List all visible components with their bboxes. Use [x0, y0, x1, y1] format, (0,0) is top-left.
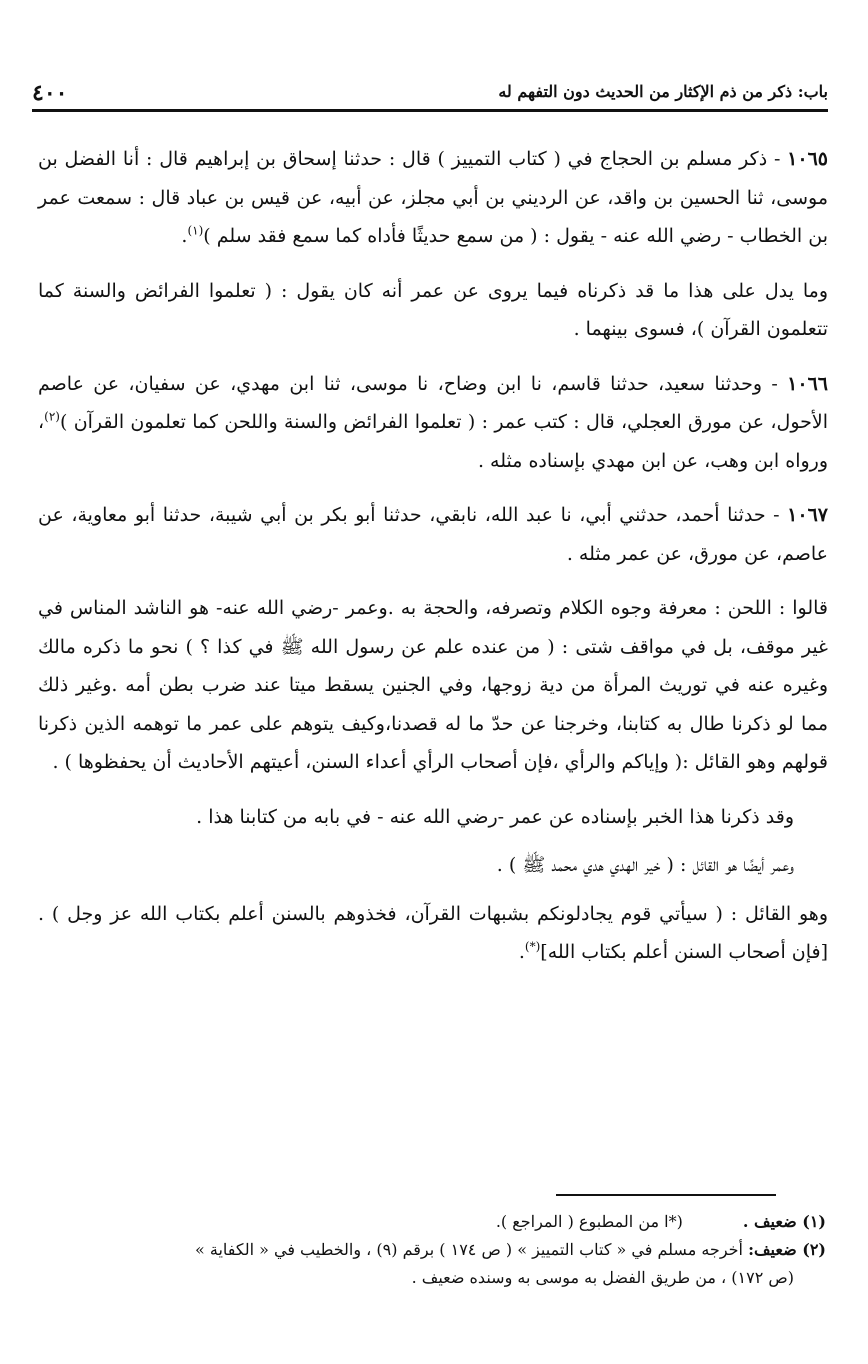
hadith-1067: [38, 496, 828, 573]
indented-line-1: وقد ذكرنا هذا الخبر بإسناده عن عمر -رضي الله عنه - في بابه من كتابنا هذا .: [196, 805, 794, 828]
footnote-2-label: (٢) ضعيف:: [748, 1240, 826, 1259]
hadith-number: ١٠٦٦: [787, 372, 828, 395]
header-divider: [32, 109, 828, 112]
footnote-marker: (٢): [44, 409, 60, 424]
final-paragraph: [38, 895, 828, 972]
paragraph-tail: .: [181, 225, 188, 247]
footnote-1-label: (١) ضعيف .: [742, 1212, 826, 1231]
paragraph-text: قالوا : اللحن : معرفة وجوه الكلام وتصرفه، والحجة به .وعمر -رضي الله عنه- هو الناشد المناس في غير موقف، بل في مواقف شتى : ( من عنده علم عن رسول الله ﷺ في كذا ؟ ) نحو ما ذكره مالك وغيره عنه في توريث المرأة من دية زوجها، وفي الجنين يسقط ميتا عند ضرب بطن أمه .وغير ذلك مما لو ذكرنا طال به كتابنا، وخرجنا عن حدّ ما له قصدنا،وكيف يتوهم على عمر ما توهمه الذين ذكرنا قولهم وهو القائل :( وإياكم والرأي ،فإن أصحاب الرأي أعداء السنن، أعيتهم الأحاديث أن يحفظوها ) .: [38, 597, 828, 773]
footnotes: [50, 1208, 826, 1292]
footnote-1-extra: (*ا من المطبوع ( المراجع ).: [495, 1212, 683, 1231]
footnote-2-text: أخرجه مسلم في « كتاب التمييز » ( ص ١٧٤ ) برقم (٩) ، والخطيب في « الكفاية »: [194, 1240, 743, 1259]
footnote-marker: (*): [524, 939, 541, 954]
hadith-number: ١٠٦٧: [787, 504, 828, 526]
footnote-divider: [556, 1194, 776, 1196]
discussion-paragraph: [38, 589, 828, 782]
hadith-number: ١٠٦٥: [787, 148, 828, 170]
hadith-1065: [38, 140, 828, 256]
paragraph-text: وهو القائل : ( سيأتي قوم يجادلونكم بشبهات القرآن، فخذوهم بالسنن أعلم بكتاب الله عز وجل ) .[فإن أصحاب السنن أعلم بكتاب الله]: [38, 902, 828, 963]
paragraph-text: - وحدثنا سعيد، حدثنا قاسم، نا ابن وضاح، نا موسى، ثنا ابن مهدي، عن سفيان، عن عاصم الأحول، عن مورق العجلي، قال : كتب عمر : ( تعلموا الفرائض والسنة واللحن كما تعلمون القرآن ): [38, 372, 828, 433]
paragraph-tail: ، ورواه ابن وهب، عن ابن مهدي بإسناده مثله .: [38, 411, 828, 472]
chapter-title: باب: ذكر من ذم الإكثار من الحديث دون التفهم له: [498, 82, 828, 101]
main-text: [38, 140, 828, 988]
commentary-paragraph: [38, 272, 828, 349]
page-number: ٤٠٠: [32, 80, 68, 106]
footnote-2-continuation: (ص ١٧٢) ، من طريق الفضل به موسى به وسنده ضعيف .: [411, 1268, 794, 1287]
page-header: [32, 80, 828, 110]
paragraph-tail: .: [518, 941, 525, 963]
indented-line-2: وعمر أيضًا هو القائل : ( خير الهدي هدي محمد ﷺ ) .: [496, 854, 794, 876]
paragraph-text: - ذكر مسلم بن الحجاج في ( كتاب التمييز ) قال : حدثنا إسحاق بن إبراهيم قال : أنا الفضل بن موسى، ثنا الحسين بن واقد، عن الرديني بن أبي مجلز، عن أبيه، عن قيس بن عباد قال : سمعت عمر بن الخطاب - رضي الله عنه - يقول : ( من سمع حديثًا فأداه كما سمع فقد سلم ): [38, 148, 828, 247]
paragraph-text: - حدثنا أحمد، حدثني أبي، نا عبد الله، نابقي، حدثنا أبو بكر بن أبي شيبة، حدثنا أبو معاوية، عن عاصم، عن مورق، عن عمر مثله .: [38, 504, 828, 565]
footnote-marker: (١): [187, 223, 204, 238]
paragraph-text: وما يدل على هذا ما قد ذكرناه فيما يروى عن عمر أنه كان يقول : ( تعلموا الفرائض والسنة كما تتعلمون القرآن )، فسوى بينهما .: [38, 279, 828, 340]
hadith-1066: [38, 365, 828, 481]
footnote-2: [50, 1236, 826, 1264]
footnote-1: [50, 1208, 826, 1236]
